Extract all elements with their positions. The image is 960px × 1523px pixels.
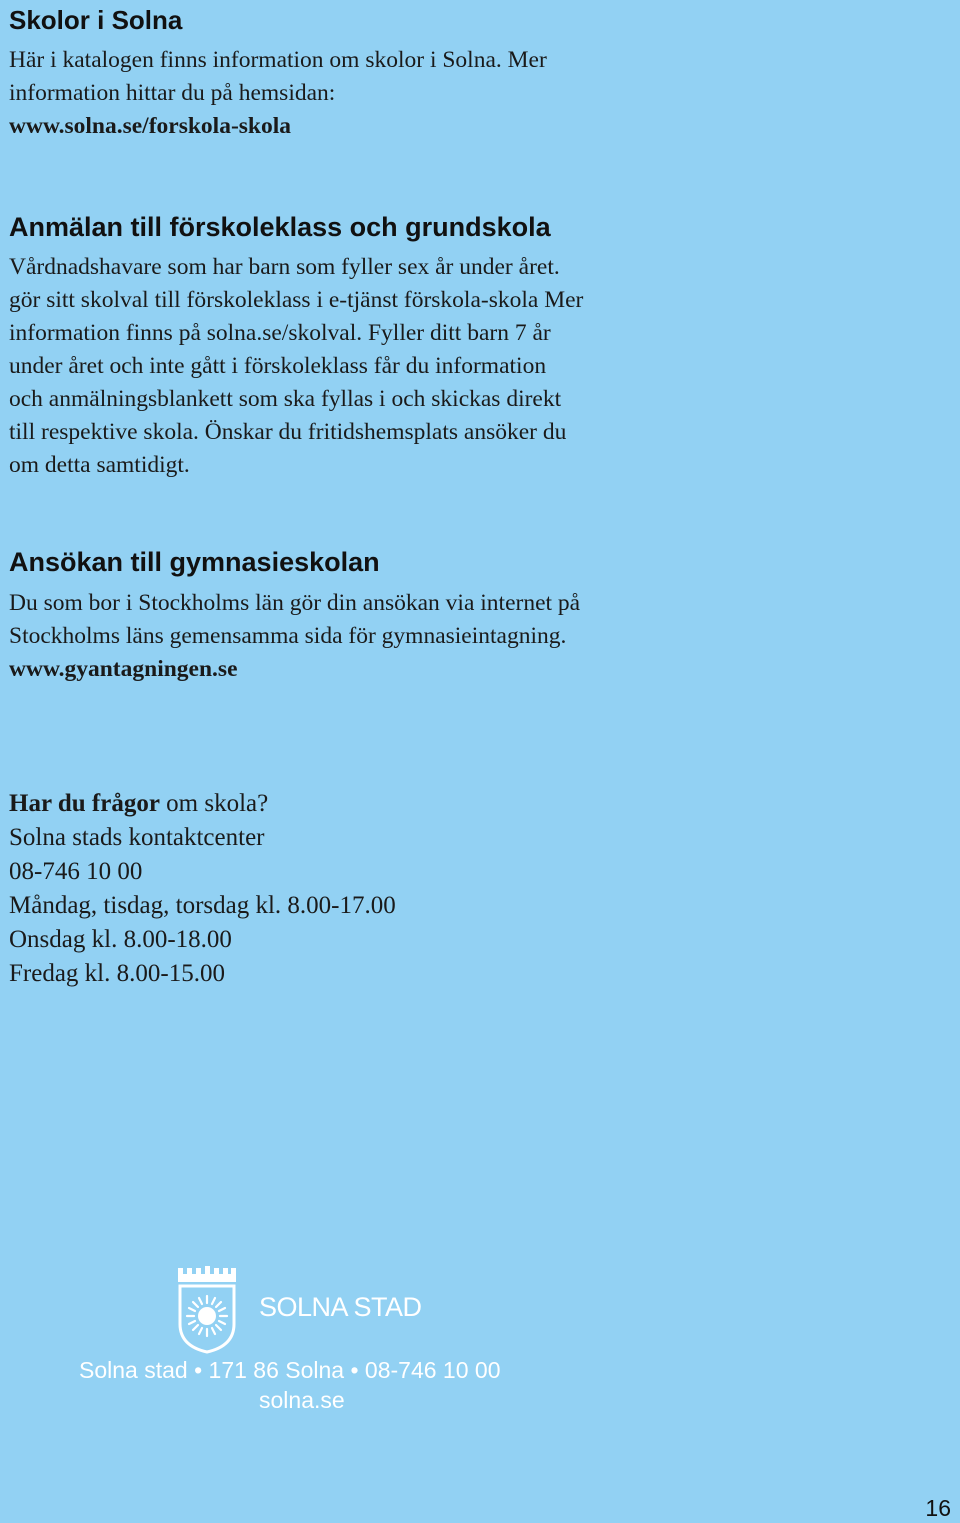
intro-line-2: information hittar du på hemsidan: (9, 80, 336, 106)
footer-address: Solna stad • 171 86 Solna • 08-746 10 00 (79, 1357, 501, 1383)
solna-stad-logo-text: SOLNA STAD (259, 1292, 422, 1322)
footer-website-link[interactable]: solna.se (259, 1387, 345, 1413)
page-number: 16 (925, 1495, 951, 1521)
intro-text (9, 44, 669, 143)
page-title: Skolor i Solna (9, 5, 183, 35)
anmalan-line: och anmälningsblankett som ska fyllas i och skickas direkt (9, 386, 562, 412)
section-heading-gymnasie: Ansökan till gymnasieskolan (9, 547, 380, 577)
forskola-skola-link[interactable]: www.solna.se/forskola-skola (9, 113, 292, 139)
anmalan-line: gör sitt skolval till förskoleklass i e-tjänst förskola-skola Mer (9, 287, 584, 313)
section-heading-anmalan: Anmälan till förskoleklass och grundskola (9, 212, 551, 242)
contact-hours-fri: Fredag kl. 8.00-15.00 (9, 960, 225, 987)
intro-line-1: Här i katalogen finns information om skolor i Solna. Mer (9, 47, 547, 73)
anmalan-line: information finns på solna.se/skolval. Fyller ditt barn 7 år (9, 320, 551, 346)
contact-question (9, 787, 396, 821)
solna-coat-of-arms-icon (176, 1266, 238, 1354)
contact-hours-wed: Onsdag kl. 8.00-18.00 (9, 926, 232, 953)
contact-question-rest: om skola? (159, 790, 269, 817)
contact-block (9, 787, 396, 991)
anmalan-line: om detta samtidigt. (9, 452, 190, 478)
contact-center: Solna stads kontaktcenter (9, 824, 265, 851)
gyantagningen-link[interactable]: www.gyantagningen.se (9, 656, 238, 682)
contact-hours-mon-thu: Måndag, tisdag, torsdag kl. 8.00-17.00 (9, 892, 396, 919)
anmalan-line: under året och inte gått i förskoleklass får du information (9, 353, 547, 379)
anmalan-line: till respektive skola. Önskar du fritidshemsplats ansöker du (9, 419, 567, 445)
anmalan-text (9, 251, 669, 482)
gymnasie-line: Stockholms läns gemensamma sida för gymnasieintagning. (9, 623, 567, 649)
anmalan-line: Vårdnadshavare som har barn som fyller sex år under året. (9, 254, 560, 280)
contact-phone: 08-746 10 00 (9, 858, 143, 885)
gymnasie-line: Du som bor i Stockholms län gör din ansökan via internet på (9, 590, 581, 616)
gymnasie-text (9, 587, 669, 686)
contact-question-bold: Har du frågor (9, 790, 160, 817)
